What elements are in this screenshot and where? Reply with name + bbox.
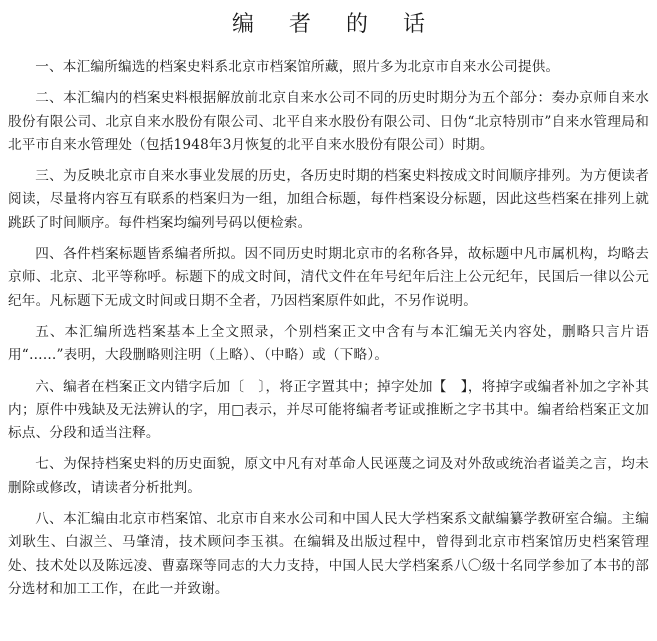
paragraph-8: 八、本汇编由北京市档案馆、北京市自来水公司和中国人民大学档案系文献编纂学教研室合编。主编刘耿生、白淑兰、马肇清，技术顾问李玉祺。在编辑及出版过程中，曾得到北京市档案馆历史档案管理处、技术处以及陈远凌、曹嘉琛等同志的大力支持，中国人民大学档案系八〇级十名同学参加了本书的部分选材和加工工作，在此一并致谢。 xyxy=(8,511,649,597)
paragraph-6: 六、编者在档案正文内错字后加〔 〕，将正字置其中；掉字处加【 】，将掉字或编者补加之字补其内；原件中残缺及无法辨认的字，用□表示，并尽可能将编者考证或推断之字书其中。编者给档案正文加标点、分段和适当注释。 xyxy=(8,378,649,442)
paragraph-4: 四、各件档案标题皆系编者所拟。因不同历史时期北京市的名称各异，故标题中凡市属机构，均略去京师、北京、北平等称呼。标题下的成文时间，清代文件在年号纪年后注上公元纪年，民国后一律以公元纪年。凡标题下无成文时间或日期不全者，乃因档案原件如此，不另作说明。 xyxy=(8,246,649,309)
paragraph-3: 三、为反映北京市自来水事业发展的历史，各历史时期的档案史料按成文时间顺序排列。为方便读者阅读，尽量将内容互有联系的档案归为一组，加组合标题，每件档案设分标题，因此这些档案在排列上就跳跃了时间顺序。每件档案均编列号码以便检索。 xyxy=(8,168,649,231)
paragraph-2: 二、本汇编内的档案史料根据解放前北京自来水公司不同的历史时期分为五个部分：奏办京师自来水股份有限公司、北京自来水股份有限公司、北平自来水股份有限公司、日伪“北京特別市”自来水管理局和北平市自来水管理处（包括1948年3月恢复的北平自来水股份有限公司）时期。 xyxy=(8,90,649,153)
paragraph-5: 五、本汇编所选档案基本上全文照录，个别档案正文中含有与本汇编无关内容处，删略只言片语用“……”表明，大段删略则注明（上略）、（中略）或（下略）。 xyxy=(8,323,649,364)
paragraph-1: 一、本汇编所编选的档案史料系北京市档案馆所藏，照片多为北京市自来水公司提供。 xyxy=(35,59,560,75)
paragraph-7: 七、为保持档案史料的历史面貌，原文中凡有对革命人民诬蔑之词及对外敌或统治者谥美之言，均未删除或修改，请读者分析批判。 xyxy=(8,456,649,496)
page-title: 编 者 的 话 xyxy=(232,12,439,37)
